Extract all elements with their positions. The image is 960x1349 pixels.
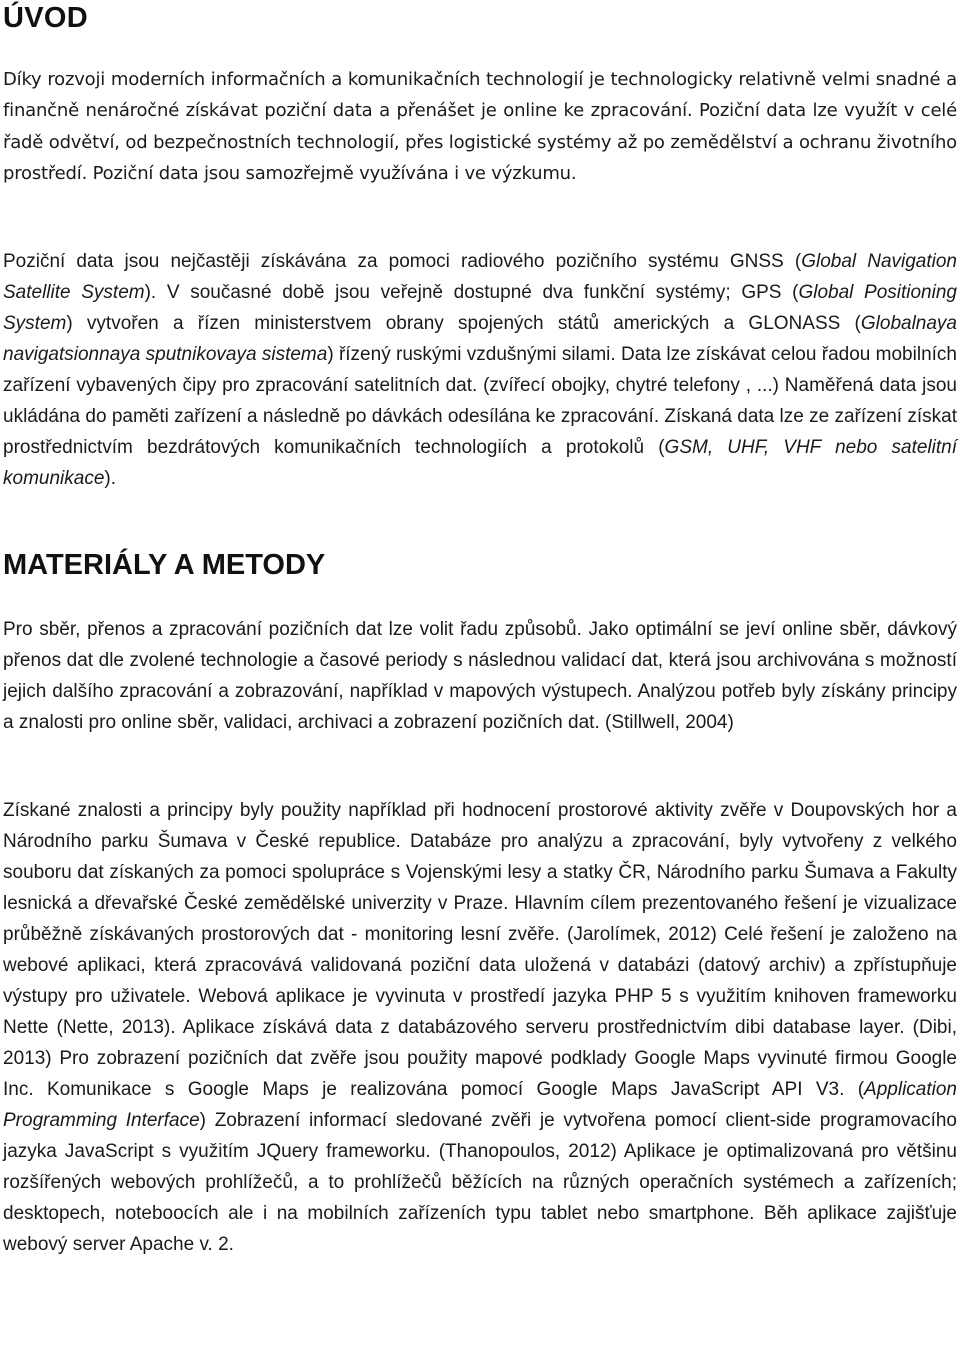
- section-heading-intro: ÚVOD: [3, 2, 88, 34]
- italic-term: Global Navigation Satellite System: [3, 251, 958, 303]
- text-run: Poziční data jsou nejčastěji získávána za pomoci radiového pozičního systému GNSS (: [3, 251, 802, 272]
- italic-term: GSM, UHF, VHF nebo satelitní komunikace: [3, 437, 957, 489]
- text-run: ) vytvořen a řízen ministerstvem obrany spojených států amerických a GLONASS (: [66, 313, 861, 334]
- methods-paragraph-1: Pro sběr, přenos a zpracování pozičních dat lze volit řadu způsobů. Jako optimální se jeví online sběr, dávkový přenos dat dle zvolené technologie a časové periody s následnou validací dat, která jsou archivována s možností jejich dalšího zpracování a zobrazování, například v mapových výstupech. Analýzou potřeb byly získány principy a znalosti pro online sběr, validaci, archivaci a zobrazení pozičních dat. (Stillwell, 2004): [3, 619, 957, 733]
- italic-term: Application Programming Interface: [3, 1079, 957, 1131]
- intro-paragraph-2: [3, 246, 957, 494]
- text-run: ) Zobrazení informací sledované zvěři je vytvořena pomocí client-side programovacího jazyka JavaScript s využitím JQuery frameworku. (Thanopoulos, 2012) Aplikace je optimalizovaná pro většinu rozšířených webových prohlížečů, a to prohlížečů běžících na různých operačních systémech a zařízeních; desktopech, noteboocích ale i na mobilních zařízeních typu tablet nebo smartphone. Běh aplikace zajišťuje webový server Apache v. 2.: [3, 1110, 957, 1255]
- text-run: Získané znalosti a principy byly použity například při hodnocení prostorové aktivity zvěře v Doupovských hor a Národního parku Šumava v České republice. Databáze pro analýzu a zpracování, byly vytvořeny z velkého souboru dat získaných za pomoci spolupráce s Vojenskými lesy a statky ČR, Národního parku Šumava a Fakulty lesnická a dřevařské České zemědělské univerzity v Praze. Hlavním cílem prezentovaného řešení je vizualizace průběžně získávaných prostorových dat - monitoring lesní zvěře. (Jarolímek, 2012) Celé řešení je založeno na webové aplikaci, která zpracovává validovaná poziční data uložená v databázi (datový archiv) a zpřístupňuje výstupy pro uživatele. Webová aplikace je vyvinuta v prostředí jazyka PHP 5 s využitím knihoven frameworku Nette (Nette, 2013). Aplikace získává data z databázového serveru prostřednictvím dibi database layer. (Dibi, 2013) Pro zobrazení pozičních dat zvěře jsou použity mapové podklady Google Maps vyvinuté firmou Google Inc. Komunikace s Google Maps je realizována pomocí Google Maps JavaScript API V3. (: [3, 800, 957, 1100]
- text-run: ) řízený ruskými vzdušnými silami. Data lze získávat celou řadou mobilních zařízení vybavených čipy pro zpracování satelitních dat. (zvířecí obojky, chytré telefony , ...) Naměřená data jsou ukládána do paměti zařízení a následně po dávkách odesílána ke zpracování. Získaná data lze ze zařízení získat prostřednictvím bezdrátových komunikačních technologiích a protokolů (: [3, 344, 957, 458]
- italic-term: Globalnaya navigatsionnaya sputnikovaya sistema: [3, 313, 957, 365]
- methods-paragraph-2: [3, 795, 957, 1260]
- section-heading-methods: MATERIÁLY A METODY: [3, 549, 326, 581]
- intro-paragraph-1: Díky rozvoji moderních informačních a komunikačních technologií je technologicky relativně velmi snadné a finančně nenáročné získávat poziční data a přenášet je online ke zpracování. Poziční data lze využít v celé řadě odvětví, od bezpečnostních technologií, přes logistické systémy až po zemědělství a ochranu životního prostředí. Poziční data jsou samozřejmě využívána i ve výzkumu.: [3, 69, 957, 185]
- text-run: ). V současné době jsou veřejně dostupné dva funkční systémy; GPS (: [144, 282, 799, 303]
- italic-term: Global Positioning System: [3, 282, 957, 334]
- text-run: ).: [104, 468, 116, 489]
